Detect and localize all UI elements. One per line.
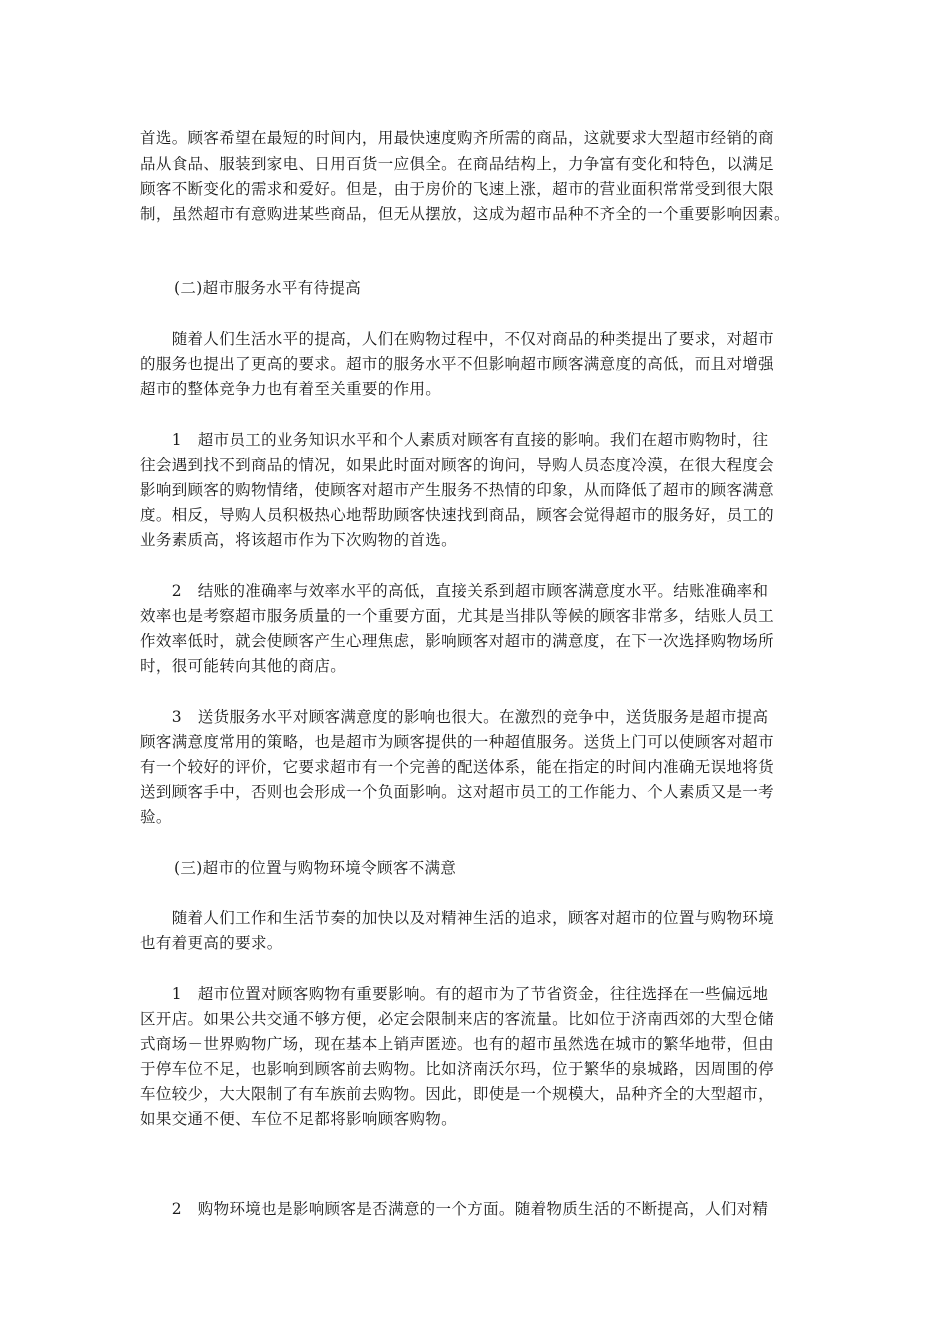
text-line: 影响到顾客的购物情绪，使顾客对超市产生服务不热情的印象，从而降低了超市的顾客满意 [140,481,775,499]
text-line: 超市的整体竞争力也有着至关重要的作用。 [140,380,442,398]
text-line: 效率也是考察超市服务质量的一个重要方面，尤其是当排队等候的顾客非常多，结账人员工 [140,607,775,625]
text-line: 送到顾客手中，否则也会形成一个负面影响。这对超市员工的工作能力、个人素质又是一考 [140,783,775,801]
text-line: 如果交通不便、车位不足都将影响顾客购物。 [140,1110,458,1128]
text-line: 度。相反，导购人员积极热心地帮助顾客快速找到商品，顾客会觉得超市的服务好，员工的 [140,506,775,524]
text-line: 制，虽然超市有意购进某些商品，但无从摆放，这成为超市品种不齐全的一个重要影响因素。 [140,205,790,223]
text-line: 顾客不断变化的需求和爱好。但是，由于房价的飞速上涨，超市的营业面积常常受到很大限 [140,180,775,198]
text-line: 随着人们工作和生活节奏的加快以及对精神生活的追求，顾客对超市的位置与购物环境 [140,909,775,927]
text-line: 也有着更高的要求。 [140,934,283,952]
text-line: 2 结账的准确率与效率水平的高低，直接关系到超市顾客满意度水平。结账准确率和 [140,582,769,600]
text-line: 的服务也提出了更高的要求。超市的服务水平不但影响超市顾客满意度的高低，而且对增强 [140,355,775,373]
text-line: 1 超市位置对顾客购物有重要影响。有的超市为了节省资金，往往选择在一些偏远地 [140,985,769,1003]
text-line: 品从食品、服装到家电、日用百货一应俱全。在商品结构上，力争富有变化和特色，以满足 [140,155,775,173]
text-line: 随着人们生活水平的提高，人们在购物过程中，不仅对商品的种类提出了要求，对超市 [140,330,775,348]
text-line: 验。 [140,808,172,826]
section-heading: (三)超市的位置与购物环境令顾客不满意 [174,859,457,877]
text-line: 时，很可能转向其他的商店。 [140,657,347,675]
text-line: 顾客满意度常用的策略，也是超市为顾客提供的一种超值服务。送货上门可以使顾客对超市 [140,733,775,751]
text-line: 式商场－世界购物广场，现在基本上销声匿迹。也有的超市虽然选在城市的繁华地带，但由 [140,1035,775,1053]
text-line: 往会遇到找不到商品的情况，如果此时面对顾客的询问，导购人员态度冷漠，在很大程度会 [140,456,775,474]
text-line: 业务素质高，将该超市作为下次购物的首选。 [140,531,458,549]
text-line: 1 超市员工的业务知识水平和个人素质对顾客有直接的影响。我们在超市购物时，往 [140,431,769,449]
text-line: 2 购物环境也是影响顾客是否满意的一个方面。随着物质生活的不断提高，人们对精 [140,1200,769,1218]
text-line: 作效率低时，就会使顾客产生心理焦虑，影响顾客对超市的满意度，在下一次选择购物场所 [140,632,775,650]
section-heading: (二)超市服务水平有待提高 [174,279,362,297]
text-line: 车位较少，大大限制了有车族前去购物。因此，即使是一个规模大，品种齐全的大型超市， [140,1085,775,1103]
text-line: 3 送货服务水平对顾客满意度的影响也很大。在激烈的竞争中，送货服务是超市提高 [140,708,769,726]
text-line: 有一个较好的评价，它要求超市有一个完善的配送体系，能在指定的时间内准确无误地将货 [140,758,775,776]
text-line: 区开店。如果公共交通不够方便，必定会限制来店的客流量。比如位于济南西郊的大型仓储 [140,1010,775,1028]
text-line: 于停车位不足，也影响到顾客前去购物。比如济南沃尔玛，位于繁华的泉城路，因周围的停 [140,1060,775,1078]
text-line: 首选。顾客希望在最短的时间内，用最快速度购齐所需的商品，这就要求大型超市经销的商 [140,129,775,147]
